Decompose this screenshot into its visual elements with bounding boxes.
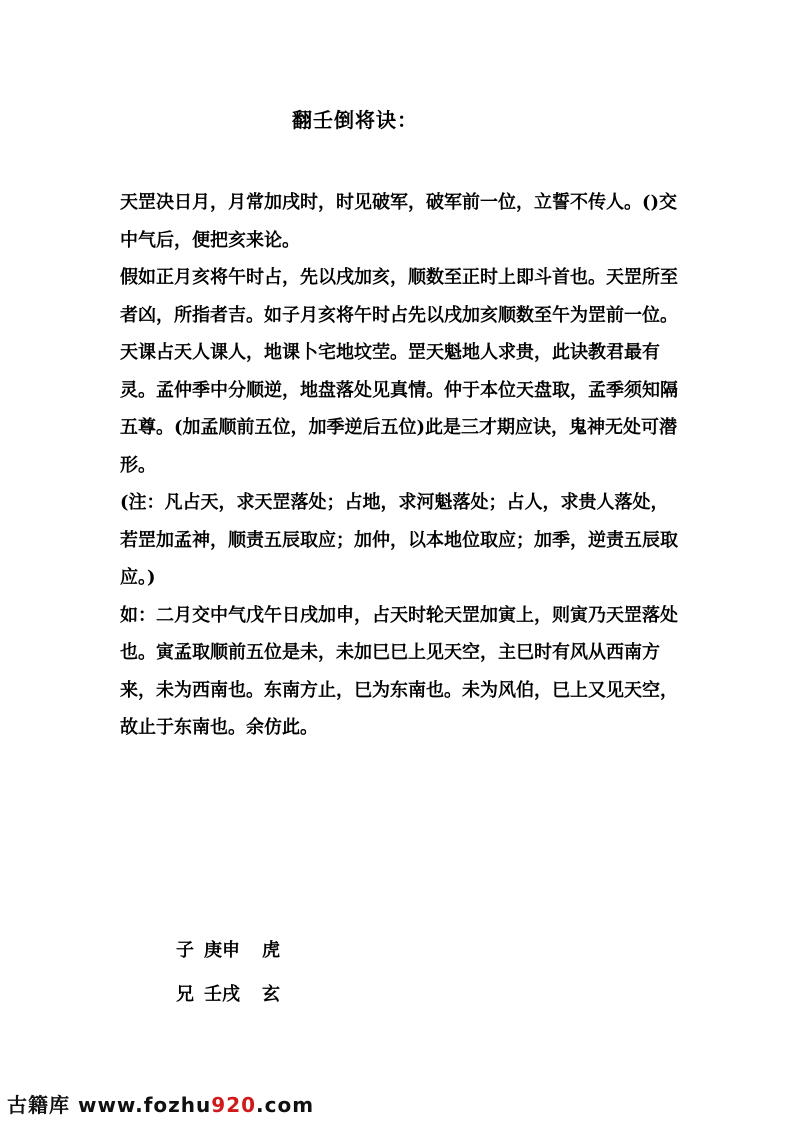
paragraph-4: (注：凡占天，求天罡落处；占地，求河魁落处；占人，求贵人落处，若罡加孟神，顺责五辰取应；加仲，以本地位取应；加季，逆责五辰取应。) [120,492,678,588]
table-row [176,980,280,1006]
table-row [176,936,280,962]
site-url-prefix: www.fozhu [77,1093,212,1117]
paragraph-3: 天课占天人课人，地课卜宅地坟茔。罡天魁地人求贵，此诀教君最有灵。孟仲季中分顺逆，地盘落处见真情。仲于本位天盘取，孟季须知隔五尊。(加孟顺前五位，加季逆后五位)此是三才期应诀，鬼神无处可潜形。 [120,342,678,476]
table-cell: 子 [176,940,194,961]
table-cell: 玄 [262,984,280,1005]
document-title: 翻壬倒将诀： [292,108,418,132]
paragraph-2: 假如正月亥将午时占，先以戌加亥，顺数至正时上即斗首也。天罡所至者凶，所指者吉。如子月亥将午时占先以戌加亥顺数至午为罡前一位。 [120,267,678,326]
document-body [120,184,680,747]
paragraph-5: 如：二月交中气戊午日戌加申，占天时轮天罡加寅上，则寅乃天罡落处也。寅孟取顺前五位是未，未加巳巳上见天空，主巳时有风从西南方来，未为西南也。东南方止，巳为东南也。未为风伯，巳上又见天空，故止于东南也。余仿此。 [120,604,678,738]
paragraph-1: 天罡决日月，月常加戌时，时见破军，破军前一位，立誓不传人。()交中气后，便把亥来论。 [120,192,678,251]
table-cell: 兄 [176,984,194,1005]
table-cell: 庚申 [204,940,240,961]
table-cell: 壬戌 [204,984,240,1005]
site-watermark [7,1089,314,1118]
table-cell: 虎 [262,940,280,961]
site-url-suffix: .com [256,1093,315,1117]
site-url-number: 920 [211,1093,257,1117]
site-name: 古籍库 [7,1093,70,1117]
